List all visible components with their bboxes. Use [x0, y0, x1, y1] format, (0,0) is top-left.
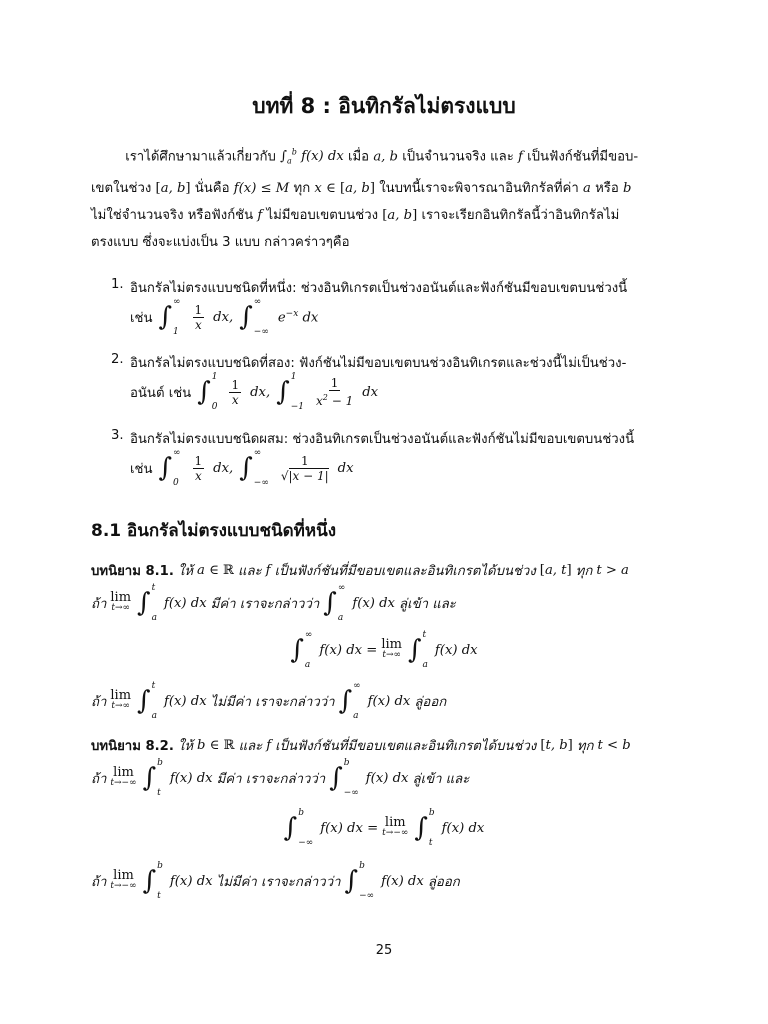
definition-8-2: บทนิยาม 8.2. ให้ b ∈ ℝ และ f เป็นฟังก์ชันที่มีขอบเขตและอินทิเกรตได้บนช่วง [t, b] ทุก t < b	[91, 738, 631, 754]
intro-line-3: ไม่ใช่จำนวนจริง หรือฟังก์ชัน f ไม่มีขอบเขตบนช่วง [a, b] เราจะเรียกอินทิกรัลนี้ว่าอินทิกรัลไม่	[91, 208, 620, 224]
definition-8-1-converge-line: ถ้า lim t→∞ ∫ t a f(x) dx มีค่า เราจะกล่าวว่า ∫ ∞ a f(x) dx ลู่เข้า และ	[91, 583, 456, 623]
intro-line-4: ตรงแบบ ซึ่งจะแบ่งเป็น 3 แบบ กล่าวคร่าวๆคือ	[91, 235, 350, 251]
intro-line-1: เราได้ศึกษามาแล้วเกี่ยวกับ $\int_a^b$ f(x) dx เมื่อ a, b เป็นจำนวนจริง และ f เป็นฟังก์ชันที่มีขอบ-	[125, 148, 639, 167]
definition-8-1-equation: ∫ ∞ a f(x) dx = lim t→∞ ∫ t a f(x) dx	[290, 630, 478, 670]
example-line-2: อนันต์ เช่น ∫ 1 0 $\frac{1}{x}$ dx, ∫ 1 −1 $\frac{1}{x^2 - 1}$ dx	[130, 372, 379, 412]
definition-8-1-diverge-line: ถ้า lim t→∞ ∫ t a f(x) dx ไม่มีค่า เราจะกล่าวว่า ∫ ∞ a f(x) dx ลู่ออก	[91, 681, 447, 721]
example-line-1: เช่น ∫ ∞ 1 $\frac{1}{x}$ dx, ∫ ∞ −∞ $e^{-x}$ dx	[130, 297, 319, 337]
definition-8-2-diverge-line: ถ้า lim t→−∞ ∫ b t f(x) dx ไม่มีค่า เราจะกล่าวว่า ∫ b −∞ f(x) dx ลู่ออก	[91, 861, 460, 901]
chapter-title: บทที่ 8 : อินทิกรัลไม่ตรงแบบ	[252, 94, 516, 118]
section-heading: 8.1 อินกรัลไม่ตรงแบบชนิดที่หนึ่ง	[91, 521, 337, 541]
page-number: 25	[375, 943, 393, 958]
definition-8-1: บทนิยาม 8.1. ให้ a ∈ ℝ และ f เป็นฟังก์ชันที่มีขอบเขตและอินทิเกรตได้บนช่วง [a, t] ทุก t > a	[91, 563, 629, 579]
definition-8-2-equation: ∫ b −∞ f(x) dx = lim t→−∞ ∫ b t f(x) dx	[283, 808, 485, 848]
intro-line-2: เขตในช่วง [a, b] นั่นคือ f(x) ≤ M ทุก x ∈ [a, b] ในบทนี้เราจะพิจารณาอินทิกรัลที่ค่า a หรือ b	[91, 181, 632, 197]
math-definite-integral: $\int_a^b$ f(x) dx	[280, 148, 344, 167]
example-line-3: เช่น ∫ ∞ 0 $\frac{1}{x}$ dx, ∫ ∞ −∞ $\frac{1}{√|x - 1|}$ dx	[130, 448, 354, 488]
intro-paragraph	[91, 139, 681, 256]
document-page: บทที่ 8 : อินทิกรัลไม่ตรงแบบ เราได้ศึกษามาแล้วเกี่ยวกับ $\int_a^b$ f(x) dx เมื่อ a, b เป็นจำนวนจริง และ f เป็นฟังก์ชันที่มีขอบ- เขตในช่วง [a, b] นั่นคือ f(x) ≤ M ทุก x ∈ [a, b] ในบทนี้เราจะพิจารณาอินทิกรัลที่ค่า a หรือ b ไม่ใช่จำนวนจริง หรือฟังก์ชัน f ไม่มีขอบเขตบนช่วง [a, b] เราจะเรียกอินทิกรัลนี้ว่าอินทิกรัลไม่ ตรงแบบ ซึ่งจะแบ่งเป็น 3 แบบ กล่าวคร่าวๆคือ 1. อินกรัลไม่ตรงแบบชนิดที่หนึ่ง: ช่วงอินทิเกรตเป็นช่วงอนันต์และฟังก์ชันมีขอบเขตบนช่วงนี้ เช่น ∫ ∞ 1 $\frac{1}{x}$ dx, ∫ ∞ −∞ $e^{-x}$ dx 2. อินกรัลไม่ตรงแบบชนิดที่สอง: ฟังก์ชันไม่มีขอบเขตบนช่วงอินทิเกรตและช่วงนี้ไม่เป็นช่วง- อนันต์ เช่น ∫ 1 0 $\frac{1}{x}$ dx, ∫ 1 −1 $\frac{1}{x^2 - 1}$ dx 3. อินกรัลไม่ตรงแบบชนิดผสม: ช่วงอินทิเกรตเป็นช่วงอนันต์และฟังก์ชันไม่มีขอบเขตบนช่วงนี้ เช่น ∫ ∞ 0 $\frac{1}{x}$ dx, ∫ ∞ −∞ $\frac{1}{√|x - 1|}$ dx 8.1 อินกรัลไม่ตรงแบบชนิดที่หนึ่ง บทนิยาม 8.1. ให้ a ∈ ℝ และ f เป็นฟังก์ชันที่มีขอบเขตและอินทิเกรตได้บนช่วง [a, t] ทุก t > a ถ้า lim t→∞ ∫ t a f(x) dx มีค่า เราจะกล่าวว่า ∫ ∞ a f(x) dx ลู่เข้า และ ∫ ∞ a f(x) dx = lim t→∞ ∫ t a f(x) dx ถ้า lim t→∞ ∫ t a f(x) dx ไม่มีค่า เราจะกล่าวว่า ∫ ∞ a f(x) dx ลู่ออก บทนิยาม 8.2. ให้ b ∈ ℝ และ f เป็นฟังก์ชันที่มีขอบเขตและอินทิเกรตได้บนช่วง [t, b] ทุก t < b ถ้า lim t→−∞ ∫ b t f(x) dx มีค่า เราจะกล่าวว่า ∫ b −∞ f(x) dx ลู่เข้า และ ∫ b −∞ f(x) dx = lim t→−∞ ∫ b t f(x) dx ถ้า lim t→−∞ ∫ b t f(x) dx ไม่มีค่า เราจะกล่าวว่า ∫ b −∞ f(x) dx ลู่ออก 25	[0, 0, 768, 1024]
definition-8-2-converge-line: ถ้า lim t→−∞ ∫ b t f(x) dx มีค่า เราจะกล่าวว่า ∫ b −∞ f(x) dx ลู่เข้า และ	[91, 758, 470, 798]
